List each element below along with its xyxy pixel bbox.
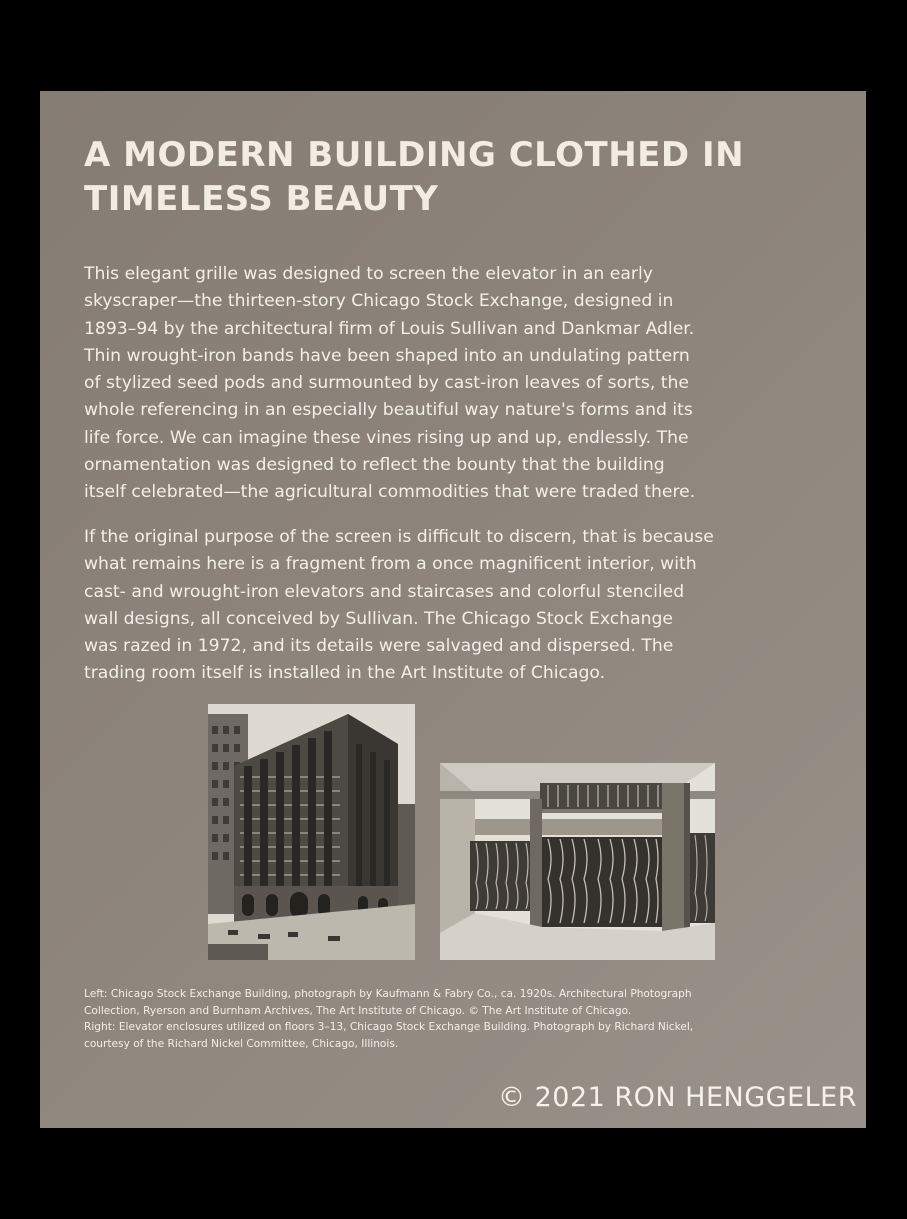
text-line: wall designs, all conceived by Sullivan. The Chicago Stock Exchange xyxy=(84,608,674,629)
caption-line: courtesy of the Richard Nickel Committee, Chicago, Illinois. xyxy=(84,1037,399,1050)
photo-credits-caption xyxy=(84,986,844,1052)
paragraph-2 xyxy=(84,524,844,688)
text-line: skyscraper—the thirteen-story Chicago Stock Exchange, designed in xyxy=(84,291,674,312)
text-line: itself celebrated—the agricultural commodities that were traded there. xyxy=(84,482,696,503)
text-line: of stylized seed pods and surmounted by cast-iron leaves of sorts, the xyxy=(84,373,689,394)
exhibit-label-panel xyxy=(40,91,866,1128)
label-title xyxy=(84,133,844,221)
caption-line: Collection, Ryerson and Burnham Archives, The Art Institute of Chicago. © The Art Institute of Chicago. xyxy=(84,1004,632,1017)
stock-exchange-building-photo xyxy=(208,704,415,960)
text-line: whole referencing in an especially beautiful way nature's forms and its xyxy=(84,400,693,421)
text-line: was razed in 1972, and its details were salvaged and dispersed. The xyxy=(84,636,674,657)
text-line: Thin wrought-iron bands have been shaped into an undulating pattern xyxy=(84,345,690,366)
text-line: life force. We can imagine these vines rising up and up, endlessly. The xyxy=(84,427,689,448)
elevator-enclosures-photo xyxy=(440,763,715,960)
text-line: ornamentation was designed to reflect the bounty that the building xyxy=(84,455,665,476)
text-line: trading room itself is installed in the Art Institute of Chicago. xyxy=(84,663,606,684)
text-line: If the original purpose of the screen is difficult to discern, that is because xyxy=(84,527,714,547)
text-line: 1893–94 by the architectural firm of Louis Sullivan and Dankmar Adler. xyxy=(84,318,695,339)
copyright-watermark: © 2021 RON HENGGELER xyxy=(498,1082,857,1113)
text-line: cast- and wrought-iron elevators and staircases and colorful stenciled xyxy=(84,581,685,602)
title-line: TIMELESS BEAUTY xyxy=(84,179,439,219)
text-line: This elegant grille was designed to screen the elevator in an early xyxy=(84,264,653,284)
caption-line: Right: Elevator enclosures utilized on floors 3–13, Chicago Stock Exchange Building. Photograph by Richard Nickel, xyxy=(84,1021,694,1033)
paragraph-1 xyxy=(84,261,844,507)
text-line: what remains here is a fragment from a once magnificent interior, with xyxy=(84,554,697,575)
caption-line: Left: Chicago Stock Exchange Building, photograph by Kaufmann & Fabry Co., ca. 1920s. Architectural Photograph xyxy=(84,988,692,1000)
title-line: A MODERN BUILDING CLOTHED IN xyxy=(84,135,745,175)
